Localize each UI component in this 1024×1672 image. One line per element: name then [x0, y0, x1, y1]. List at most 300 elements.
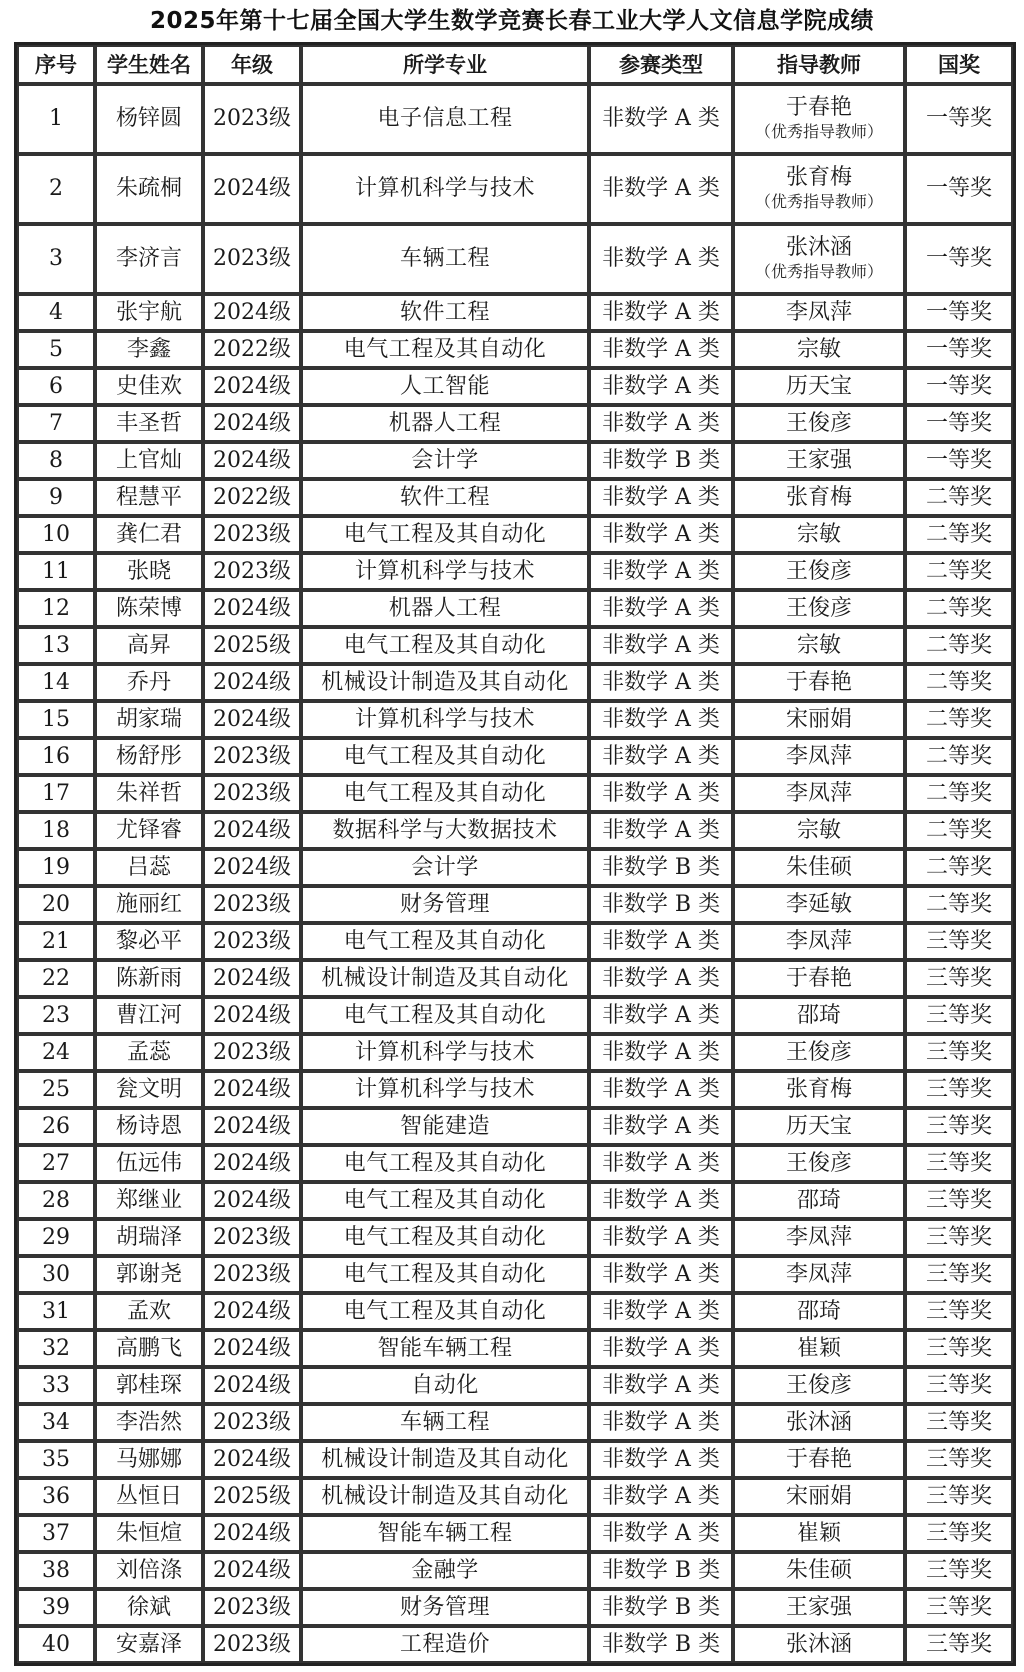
- cell-award: 三等奖: [905, 1478, 1013, 1515]
- cell-advisor: [733, 849, 905, 886]
- advisor-name: 邵琦: [796, 1187, 841, 1213]
- cell-advisor: [733, 590, 905, 627]
- cell-index: 11: [17, 553, 95, 590]
- cell-award: 三等奖: [905, 923, 1013, 960]
- table-row: [17, 1478, 1013, 1515]
- cell-major: 机械设计制造及其自动化: [301, 1478, 589, 1515]
- header-student-name: 学生姓名: [95, 45, 203, 84]
- advisor-name: 宗敏: [796, 336, 841, 362]
- cell-grade: 2024级: [203, 960, 301, 997]
- cell-major: 电气工程及其自动化: [301, 775, 589, 812]
- table-row: [17, 701, 1013, 738]
- cell-grade: 2023级: [203, 923, 301, 960]
- cell-major: 计算机科学与技术: [301, 701, 589, 738]
- cell-major: 人工智能: [301, 368, 589, 405]
- cell-student-name: 龚仁君: [95, 516, 203, 553]
- header-advisor: 指导教师: [733, 45, 905, 84]
- cell-entry-type: 非数学 A 类: [589, 331, 733, 368]
- cell-student-name: 吕蕊: [95, 849, 203, 886]
- cell-student-name: 程慧平: [95, 479, 203, 516]
- cell-advisor: [733, 997, 905, 1034]
- cell-grade: 2024级: [203, 442, 301, 479]
- cell-student-name: 曹江河: [95, 997, 203, 1034]
- cell-major: 智能建造: [301, 1108, 589, 1145]
- cell-award: 二等奖: [905, 627, 1013, 664]
- cell-award: 二等奖: [905, 664, 1013, 701]
- cell-index: 20: [17, 886, 95, 923]
- cell-award: 三等奖: [905, 1589, 1013, 1626]
- cell-award: 三等奖: [905, 1515, 1013, 1552]
- cell-entry-type: 非数学 A 类: [589, 553, 733, 590]
- cell-index: 26: [17, 1108, 95, 1145]
- table-row: [17, 1589, 1013, 1626]
- cell-index: 14: [17, 664, 95, 701]
- table-row: [17, 1626, 1013, 1663]
- cell-award: 三等奖: [905, 1256, 1013, 1293]
- cell-major: 计算机科学与技术: [301, 1071, 589, 1108]
- cell-student-name: 李鑫: [95, 331, 203, 368]
- cell-grade: 2023级: [203, 1256, 301, 1293]
- cell-major: 计算机科学与技术: [301, 1034, 589, 1071]
- table-row: [17, 664, 1013, 701]
- table-row: [17, 1071, 1013, 1108]
- cell-grade: 2024级: [203, 1108, 301, 1145]
- cell-student-name: 施丽红: [95, 886, 203, 923]
- cell-advisor: [733, 738, 905, 775]
- cell-student-name: 杨舒彤: [95, 738, 203, 775]
- advisor-name: 张育梅: [785, 165, 852, 190]
- cell-entry-type: 非数学 A 类: [589, 997, 733, 1034]
- cell-student-name: 郭桂琛: [95, 1367, 203, 1404]
- cell-award: 二等奖: [905, 553, 1013, 590]
- cell-index: 27: [17, 1145, 95, 1182]
- table-row: [17, 1219, 1013, 1256]
- cell-student-name: 李浩然: [95, 1404, 203, 1441]
- cell-student-name: 李济言: [95, 224, 203, 294]
- document-title: 2025年第十七届全国大学生数学竞赛长春工业大学人文信息学院成绩: [149, 8, 874, 34]
- cell-major: 软件工程: [301, 479, 589, 516]
- cell-grade: 2024级: [203, 849, 301, 886]
- advisor-name: 宋丽娟: [785, 1483, 852, 1509]
- table-row: [17, 812, 1013, 849]
- cell-major: 工程造价: [301, 1626, 589, 1663]
- advisor-name: 张沐涵: [785, 1631, 852, 1657]
- cell-award: 三等奖: [905, 1404, 1013, 1441]
- cell-index: 28: [17, 1182, 95, 1219]
- cell-student-name: 孟欢: [95, 1293, 203, 1330]
- cell-advisor: [733, 154, 905, 224]
- advisor-name: 李延敏: [785, 891, 852, 917]
- cell-grade: 2023级: [203, 775, 301, 812]
- cell-award: 三等奖: [905, 1145, 1013, 1182]
- cell-student-name: 胡瑞泽: [95, 1219, 203, 1256]
- cell-entry-type: 非数学 A 类: [589, 84, 733, 154]
- cell-advisor: [733, 1145, 905, 1182]
- cell-entry-type: 非数学 A 类: [589, 1219, 733, 1256]
- cell-major: 机器人工程: [301, 590, 589, 627]
- cell-advisor: [733, 1626, 905, 1663]
- advisor-name: 朱佳硕: [785, 854, 852, 880]
- cell-index: 1: [17, 84, 95, 154]
- cell-entry-type: 非数学 A 类: [589, 1515, 733, 1552]
- table-row: [17, 997, 1013, 1034]
- cell-index: 16: [17, 738, 95, 775]
- cell-award: 三等奖: [905, 1219, 1013, 1256]
- cell-index: 12: [17, 590, 95, 627]
- advisor-name: 崔颖: [796, 1520, 841, 1546]
- cell-student-name: 马娜娜: [95, 1441, 203, 1478]
- cell-advisor: [733, 1034, 905, 1071]
- advisor-name: 李凤萍: [785, 1261, 852, 1287]
- cell-student-name: 上官灿: [95, 442, 203, 479]
- cell-major: 计算机科学与技术: [301, 553, 589, 590]
- cell-major: 计算机科学与技术: [301, 154, 589, 224]
- cell-grade: 2025级: [203, 627, 301, 664]
- cell-grade: 2024级: [203, 1071, 301, 1108]
- cell-entry-type: 非数学 A 类: [589, 664, 733, 701]
- cell-advisor: [733, 1441, 905, 1478]
- cell-award: 一等奖: [905, 84, 1013, 154]
- cell-award: 二等奖: [905, 812, 1013, 849]
- cell-award: 一等奖: [905, 154, 1013, 224]
- cell-index: 29: [17, 1219, 95, 1256]
- cell-award: 三等奖: [905, 997, 1013, 1034]
- advisor-name: 宋丽娟: [785, 706, 852, 732]
- advisor-name: 邵琦: [796, 1002, 841, 1028]
- cell-award: 二等奖: [905, 849, 1013, 886]
- cell-award: 一等奖: [905, 294, 1013, 331]
- cell-entry-type: 非数学 A 类: [589, 738, 733, 775]
- table-row: [17, 1145, 1013, 1182]
- cell-entry-type: 非数学 B 类: [589, 849, 733, 886]
- advisor-name: 李凤萍: [785, 299, 852, 325]
- cell-grade: 2023级: [203, 84, 301, 154]
- cell-index: 3: [17, 224, 95, 294]
- table-row: [17, 1330, 1013, 1367]
- cell-award: 一等奖: [905, 224, 1013, 294]
- cell-award: 二等奖: [905, 701, 1013, 738]
- cell-advisor: [733, 1108, 905, 1145]
- header-entry-type: 参赛类型: [589, 45, 733, 84]
- cell-advisor: [733, 1293, 905, 1330]
- cell-award: 三等奖: [905, 960, 1013, 997]
- cell-award: 三等奖: [905, 1552, 1013, 1589]
- cell-index: 25: [17, 1071, 95, 1108]
- cell-advisor: [733, 664, 905, 701]
- cell-award: 二等奖: [905, 590, 1013, 627]
- advisor-name: 宗敏: [796, 632, 841, 658]
- cell-award: 三等奖: [905, 1293, 1013, 1330]
- cell-advisor: [733, 775, 905, 812]
- cell-award: 三等奖: [905, 1626, 1013, 1663]
- cell-student-name: 瓮文明: [95, 1071, 203, 1108]
- cell-entry-type: 非数学 A 类: [589, 405, 733, 442]
- cell-index: 9: [17, 479, 95, 516]
- cell-entry-type: 非数学 B 类: [589, 886, 733, 923]
- cell-grade: 2024级: [203, 997, 301, 1034]
- cell-student-name: 陈荣博: [95, 590, 203, 627]
- cell-student-name: 徐斌: [95, 1589, 203, 1626]
- cell-advisor: [733, 886, 905, 923]
- cell-entry-type: 非数学 A 类: [589, 1404, 733, 1441]
- cell-grade: 2023级: [203, 516, 301, 553]
- advisor-honor-note: （优秀指导教师）: [754, 122, 883, 141]
- cell-award: 二等奖: [905, 886, 1013, 923]
- cell-advisor: [733, 1515, 905, 1552]
- cell-award: 二等奖: [905, 775, 1013, 812]
- cell-index: 8: [17, 442, 95, 479]
- cell-student-name: 张晓: [95, 553, 203, 590]
- cell-award: 二等奖: [905, 738, 1013, 775]
- cell-entry-type: 非数学 A 类: [589, 701, 733, 738]
- cell-advisor: [733, 1219, 905, 1256]
- cell-major: 电气工程及其自动化: [301, 923, 589, 960]
- cell-entry-type: 非数学 A 类: [589, 627, 733, 664]
- table-header-row: [17, 45, 1013, 84]
- cell-index: 7: [17, 405, 95, 442]
- cell-grade: 2024级: [203, 664, 301, 701]
- cell-major: 电气工程及其自动化: [301, 516, 589, 553]
- cell-major: 智能车辆工程: [301, 1515, 589, 1552]
- cell-entry-type: 非数学 A 类: [589, 1034, 733, 1071]
- cell-index: 37: [17, 1515, 95, 1552]
- cell-advisor: [733, 923, 905, 960]
- table-row: [17, 1182, 1013, 1219]
- cell-entry-type: 非数学 A 类: [589, 1182, 733, 1219]
- cell-major: 会计学: [301, 442, 589, 479]
- cell-student-name: 丛恒日: [95, 1478, 203, 1515]
- cell-entry-type: 非数学 A 类: [589, 812, 733, 849]
- cell-student-name: 高昇: [95, 627, 203, 664]
- cell-index: 40: [17, 1626, 95, 1663]
- cell-index: 35: [17, 1441, 95, 1478]
- cell-advisor: [733, 294, 905, 331]
- cell-index: 10: [17, 516, 95, 553]
- advisor-name: 李凤萍: [785, 743, 852, 769]
- table-row: [17, 1034, 1013, 1071]
- cell-entry-type: 非数学 B 类: [589, 1552, 733, 1589]
- table-row: [17, 849, 1013, 886]
- table-row: [17, 1256, 1013, 1293]
- table-row: [17, 479, 1013, 516]
- table-row: [17, 923, 1013, 960]
- cell-grade: 2023级: [203, 1626, 301, 1663]
- cell-advisor: [733, 405, 905, 442]
- cell-major: 金融学: [301, 1552, 589, 1589]
- cell-index: 30: [17, 1256, 95, 1293]
- cell-index: 24: [17, 1034, 95, 1071]
- cell-student-name: 陈新雨: [95, 960, 203, 997]
- cell-major: 电气工程及其自动化: [301, 627, 589, 664]
- cell-index: 34: [17, 1404, 95, 1441]
- table-row: [17, 405, 1013, 442]
- cell-major: 软件工程: [301, 294, 589, 331]
- cell-major: 机械设计制造及其自动化: [301, 664, 589, 701]
- cell-advisor: [733, 1589, 905, 1626]
- advisor-honor-note: （优秀指导教师）: [754, 262, 883, 281]
- cell-major: 自动化: [301, 1367, 589, 1404]
- cell-award: 一等奖: [905, 405, 1013, 442]
- table-row: [17, 627, 1013, 664]
- table-row: [17, 294, 1013, 331]
- cell-advisor: [733, 331, 905, 368]
- cell-index: 23: [17, 997, 95, 1034]
- cell-index: 36: [17, 1478, 95, 1515]
- cell-advisor: [733, 1552, 905, 1589]
- cell-student-name: 乔丹: [95, 664, 203, 701]
- cell-entry-type: 非数学 A 类: [589, 224, 733, 294]
- cell-student-name: 安嘉泽: [95, 1626, 203, 1663]
- cell-index: 19: [17, 849, 95, 886]
- cell-entry-type: 非数学 B 类: [589, 442, 733, 479]
- cell-student-name: 朱恒煊: [95, 1515, 203, 1552]
- cell-entry-type: 非数学 A 类: [589, 1145, 733, 1182]
- cell-grade: 2023级: [203, 1219, 301, 1256]
- table-row: [17, 1367, 1013, 1404]
- cell-student-name: 史佳欢: [95, 368, 203, 405]
- cell-index: 6: [17, 368, 95, 405]
- cell-index: 39: [17, 1589, 95, 1626]
- cell-grade: 2024级: [203, 368, 301, 405]
- cell-entry-type: 非数学 A 类: [589, 960, 733, 997]
- cell-index: 32: [17, 1330, 95, 1367]
- cell-grade: 2023级: [203, 886, 301, 923]
- advisor-name: 历天宝: [785, 1113, 852, 1139]
- cell-student-name: 胡家瑞: [95, 701, 203, 738]
- cell-award: 三等奖: [905, 1108, 1013, 1145]
- cell-entry-type: 非数学 A 类: [589, 1108, 733, 1145]
- cell-grade: 2024级: [203, 1330, 301, 1367]
- cell-grade: 2025级: [203, 1478, 301, 1515]
- advisor-name: 王俊彦: [785, 1150, 852, 1176]
- cell-award: 一等奖: [905, 331, 1013, 368]
- cell-major: 智能车辆工程: [301, 1330, 589, 1367]
- cell-advisor: [733, 553, 905, 590]
- table-row: [17, 331, 1013, 368]
- cell-grade: 2023级: [203, 224, 301, 294]
- cell-advisor: [733, 1367, 905, 1404]
- cell-student-name: 郑继业: [95, 1182, 203, 1219]
- advisor-name: 于春艳: [785, 95, 852, 120]
- cell-entry-type: 非数学 B 类: [589, 1589, 733, 1626]
- cell-student-name: 孟蕊: [95, 1034, 203, 1071]
- cell-award: 三等奖: [905, 1367, 1013, 1404]
- cell-major: 车辆工程: [301, 1404, 589, 1441]
- advisor-name: 张沐涵: [785, 235, 852, 260]
- advisor-name: 于春艳: [785, 669, 852, 695]
- advisor-name: 宗敏: [796, 817, 841, 843]
- table-row: [17, 1441, 1013, 1478]
- advisor-name: 王家强: [785, 447, 852, 473]
- cell-grade: 2024级: [203, 1293, 301, 1330]
- table-row: [17, 775, 1013, 812]
- cell-entry-type: 非数学 A 类: [589, 1293, 733, 1330]
- cell-grade: 2024级: [203, 294, 301, 331]
- cell-student-name: 郭谢尧: [95, 1256, 203, 1293]
- cell-major: 财务管理: [301, 886, 589, 923]
- cell-award: 一等奖: [905, 442, 1013, 479]
- cell-award: 一等奖: [905, 368, 1013, 405]
- header-national-award: 国奖: [905, 45, 1013, 84]
- results-table: [14, 42, 1016, 1666]
- cell-grade: 2024级: [203, 1552, 301, 1589]
- table-row: [17, 154, 1013, 224]
- cell-advisor: [733, 479, 905, 516]
- advisor-name: 张育梅: [785, 484, 852, 510]
- cell-major: 机械设计制造及其自动化: [301, 960, 589, 997]
- cell-major: 电气工程及其自动化: [301, 1293, 589, 1330]
- cell-grade: 2024级: [203, 154, 301, 224]
- cell-student-name: 尤铎睿: [95, 812, 203, 849]
- cell-student-name: 丰圣哲: [95, 405, 203, 442]
- cell-major: 财务管理: [301, 1589, 589, 1626]
- cell-index: 38: [17, 1552, 95, 1589]
- cell-entry-type: 非数学 A 类: [589, 1367, 733, 1404]
- cell-grade: 2023级: [203, 1589, 301, 1626]
- cell-entry-type: 非数学 A 类: [589, 1478, 733, 1515]
- cell-advisor: [733, 627, 905, 664]
- advisor-name: 李凤萍: [785, 780, 852, 806]
- cell-entry-type: 非数学 A 类: [589, 154, 733, 224]
- cell-index: 15: [17, 701, 95, 738]
- advisor-name: 于春艳: [785, 965, 852, 991]
- cell-major: 机械设计制造及其自动化: [301, 1441, 589, 1478]
- cell-entry-type: 非数学 A 类: [589, 923, 733, 960]
- cell-major: 数据科学与大数据技术: [301, 812, 589, 849]
- cell-grade: 2022级: [203, 479, 301, 516]
- cell-advisor: [733, 1256, 905, 1293]
- cell-student-name: 朱祥哲: [95, 775, 203, 812]
- advisor-name: 邵琦: [796, 1298, 841, 1324]
- cell-student-name: 杨锌圆: [95, 84, 203, 154]
- cell-entry-type: 非数学 A 类: [589, 590, 733, 627]
- table-row: [17, 960, 1013, 997]
- table-row: [17, 886, 1013, 923]
- advisor-name: 王俊彦: [785, 558, 852, 584]
- cell-major: 电子信息工程: [301, 84, 589, 154]
- cell-advisor: [733, 960, 905, 997]
- table-row: [17, 516, 1013, 553]
- cell-grade: 2024级: [203, 812, 301, 849]
- cell-advisor: [733, 812, 905, 849]
- advisor-honor-note: （优秀指导教师）: [754, 192, 883, 211]
- cell-grade: 2023级: [203, 1034, 301, 1071]
- table-row: [17, 1515, 1013, 1552]
- cell-major: 电气工程及其自动化: [301, 1182, 589, 1219]
- cell-advisor: [733, 1182, 905, 1219]
- table-body: [17, 84, 1013, 1663]
- cell-student-name: 杨诗恩: [95, 1108, 203, 1145]
- cell-grade: 2024级: [203, 590, 301, 627]
- cell-advisor: [733, 1478, 905, 1515]
- header-grade: 年级: [203, 45, 301, 84]
- table-row: [17, 442, 1013, 479]
- advisor-name: 李凤萍: [785, 1224, 852, 1250]
- advisor-name: 宗敏: [796, 521, 841, 547]
- cell-entry-type: 非数学 A 类: [589, 516, 733, 553]
- cell-index: 33: [17, 1367, 95, 1404]
- table-row: [17, 1404, 1013, 1441]
- cell-grade: 2024级: [203, 1367, 301, 1404]
- cell-grade: 2024级: [203, 405, 301, 442]
- advisor-name: 崔颖: [796, 1335, 841, 1361]
- advisor-name: 朱佳硕: [785, 1557, 852, 1583]
- advisor-name: 王俊彦: [785, 1039, 852, 1065]
- cell-entry-type: 非数学 A 类: [589, 1441, 733, 1478]
- cell-index: 17: [17, 775, 95, 812]
- advisor-name: 张育梅: [785, 1076, 852, 1102]
- table-row: [17, 738, 1013, 775]
